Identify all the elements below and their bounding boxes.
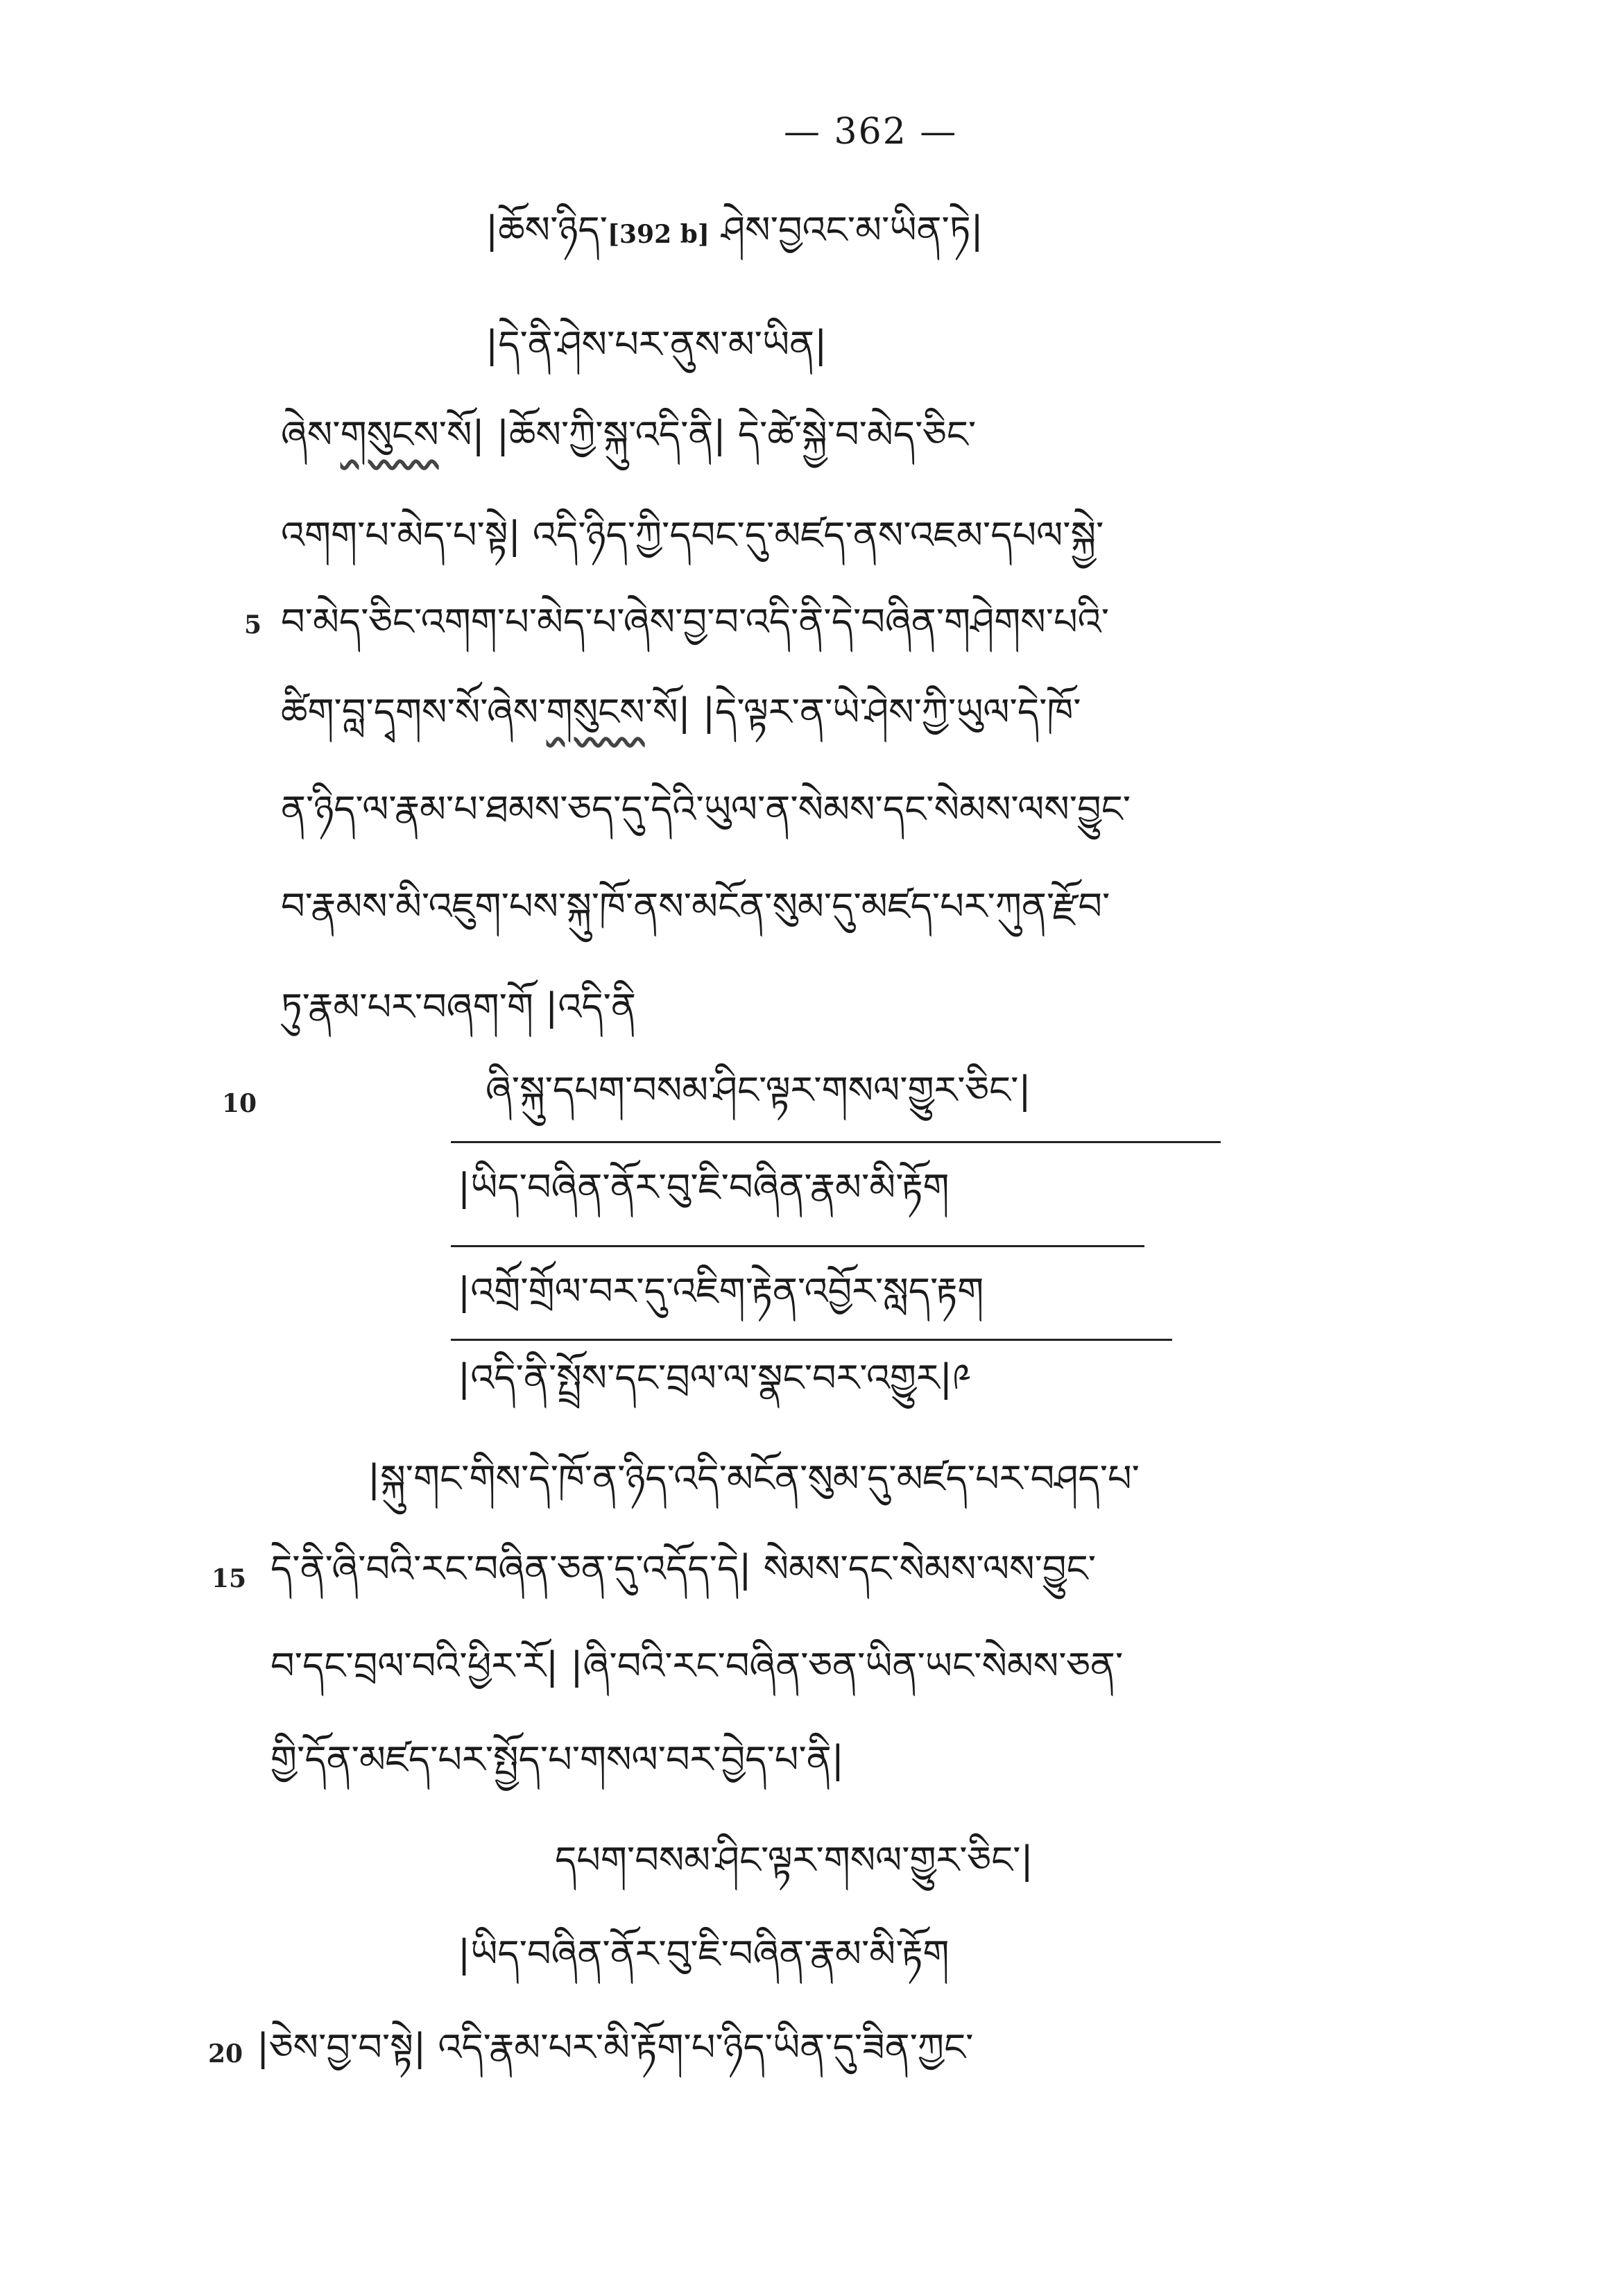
text-line-3 [281, 413, 977, 456]
text-line-20: |ཅེས་བྱ་བ་སྟེ| འདི་རྣམ་པར་མི་རྟོག་པ་ཉིད་ཡིན་དུ་ཟིན་ཀྱང་ [257, 2025, 974, 2069]
text-line-4: འགག་པ་མེད་པ་སྟེ| འདི་ཉིད་ཀྱི་དབང་དུ་མཛད་ནས་འཇམ་དཔལ་སྐྱེ་ [281, 513, 1104, 557]
underline-rule [451, 1141, 1221, 1143]
text-line-13: |འདི་ནི་སྤྲོས་དང་བྲལ་ལ་སྣང་བར་འགྱུར|༩ [458, 1356, 972, 1400]
text-segment: ་སོ| |ཆོས་ཀྱི་སྐུ་འདི་ནི| དེ་ཚེ་སྐྱེ་བ་མེད་ཅིང་ [438, 413, 977, 456]
text-line-10: ཞི་སྐུ་དཔག་བསམ་ཤིང་ལྟར་གསལ་གྱུར་ཅིང་| [486, 1068, 1031, 1112]
text-segment: |ཆོས་ཉིད་ [486, 208, 608, 252]
text-line-8: བ་རྣམས་མི་འཇུག་པས་སྐུ་ཁོ་ནས་མངོན་སུམ་དུ་མཛད་པར་ཀུན་རྫོབ་ [281, 884, 1110, 928]
text-line-6 [281, 690, 1081, 734]
line-number: 15 [212, 1564, 247, 1593]
text-line-5: བ་མེད་ཅིང་འགག་པ་མེད་པ་ཞེས་བྱ་བ་འདི་ནི་དེ་བཞིན་གཤེགས་པའི་ [281, 600, 1110, 644]
text-line-18: དཔག་བསམ་ཤིང་ལྟར་གསལ་གྱུར་ཅིང་| [555, 1838, 1033, 1882]
page-number: — 362 — [784, 111, 958, 153]
folio-reference: [392 b] [607, 220, 710, 249]
wavy-underlined-word: གསུངས [546, 690, 645, 734]
text-line-17: གྱི་དོན་མཛད་པར་སྤྱོད་པ་གསལ་བར་བྱེད་པ་ནི| [270, 1738, 844, 1781]
text-line-12: |འགྲོ་གྲོལ་བར་དུ་འཇིག་རྟེན་འབྱོར་སླད་རྟག [458, 1269, 984, 1313]
wavy-underlined-word: གསུངས [340, 413, 439, 456]
underline-rule [451, 1339, 1172, 1341]
text-segment: ་སོ| |དེ་ལྟར་ན་ཡེ་ཤེས་ཀྱི་ཡུལ་དེ་ཁོ་ [644, 690, 1081, 734]
text-line-14: |སྐུ་གང་གིས་དེ་ཁོ་ན་ཉིད་འདི་མངོན་སུམ་དུ་མཛད་པར་བཤད་པ་ [368, 1457, 1140, 1500]
text-line-9: ཏུ་རྣམ་པར་བཞག་གོ |འདི་ནི [281, 985, 636, 1029]
text-segment: ཞེས་ [281, 413, 341, 456]
text-line-2: |དེ་ནི་ཤེས་པར་ནུས་མ་ཡིན| [486, 323, 827, 366]
text-line-7: ན་ཉིད་ལ་རྣམ་པ་ཐམས་ཅད་དུ་དེའི་ཡུལ་ན་སེམས་དང་སེམས་ལས་བྱུང་ [281, 787, 1131, 831]
text-line-19: |ཡིད་བཞིན་ནོར་བུ་ཇི་བཞིན་རྣམ་མི་རྟོག [458, 1932, 950, 1976]
text-segment: ཚིག་བླ་དྭགས་སོ་ཞེས་ [281, 690, 547, 734]
text-line-11: |ཡིད་བཞིན་ནོར་བུ་ཇི་བཞིན་རྣམ་མི་རྟོག [458, 1165, 950, 1209]
text-line-15: དེ་ནི་ཞི་བའི་རང་བཞིན་ཅན་དུ་འདོད་དེ| སེམས་དང་སེམས་ལས་བྱུང་ [270, 1547, 1097, 1591]
text-segment: ཤེས་བྱའང་མ་ཡིན་ཏེ| [721, 208, 984, 252]
line-number: 5 [244, 610, 262, 640]
line-number: 20 [208, 2039, 243, 2068]
text-line-1 [486, 208, 984, 252]
text-line-16: བ་དང་བྲལ་བའི་ཕྱིར་རོ| |ཞི་བའི་རང་བཞིན་ཅན་ཡིན་ཡང་སེམས་ཅན་ [270, 1644, 1124, 1688]
underline-rule [451, 1245, 1144, 1247]
line-number: 10 [222, 1089, 257, 1118]
